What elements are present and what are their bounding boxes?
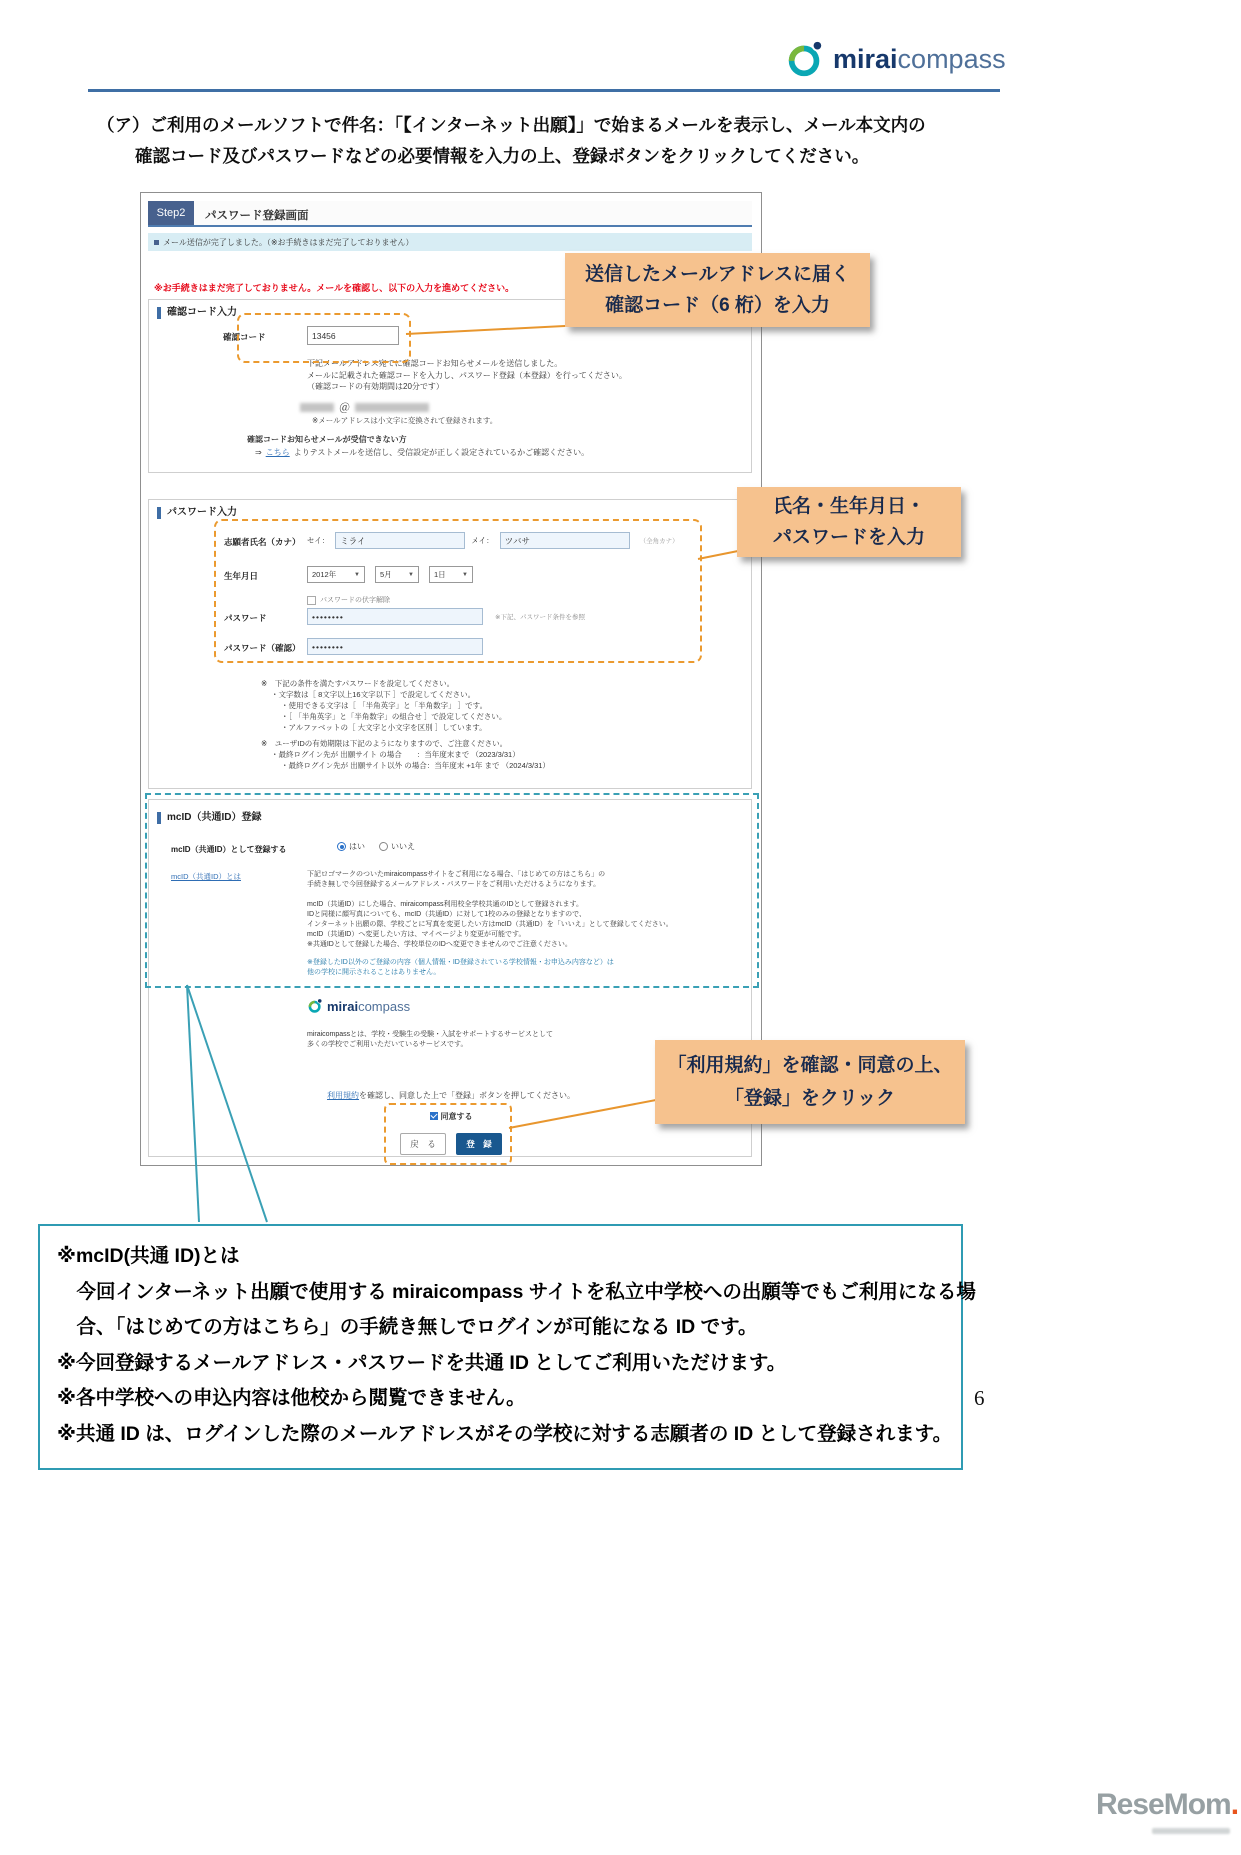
mei-input[interactable] bbox=[500, 532, 630, 549]
password-section-title: パスワード入力 bbox=[157, 507, 237, 519]
applicant-name-row bbox=[307, 532, 679, 549]
chevron-down-icon: ▼ bbox=[354, 571, 360, 578]
radio-no[interactable] bbox=[379, 841, 415, 852]
agree-checkbox[interactable] bbox=[430, 1112, 438, 1120]
text-line: 「利用規約」を確認・同意の上、 bbox=[667, 1055, 953, 1076]
info-bullet-icon bbox=[154, 240, 159, 245]
radio-no-label: いいえ bbox=[391, 842, 415, 851]
mcid-paragraph-2 bbox=[307, 900, 673, 950]
brand-name bbox=[833, 44, 1006, 75]
text-line: 「登録」をクリック bbox=[724, 1088, 896, 1109]
footer-logo-dot: . bbox=[1230, 1788, 1239, 1821]
text-line: 手続き無しで今回登録するメールアドレス・パスワードをご利用いただけるようになります。 bbox=[307, 881, 601, 888]
mcid-logo bbox=[307, 998, 410, 1014]
confirm-section-title: 確認コード入力 bbox=[157, 307, 237, 319]
brand-logo bbox=[784, 38, 1006, 80]
birth-year-select[interactable] bbox=[307, 566, 365, 583]
password-confirm-input[interactable] bbox=[307, 638, 483, 655]
mcid-section-title: mcID（共通ID）登録 bbox=[157, 812, 261, 824]
callout-password bbox=[737, 487, 961, 557]
info-bar bbox=[148, 233, 752, 251]
brand-compass: compass bbox=[897, 43, 1006, 74]
text-line: ※登録したID以外のご登録の内容（個人情報・ID登録されている学校情報・お申込み内容など）は bbox=[307, 959, 614, 966]
text-line: ※共通IDとして登録した場合、学校単位のIDへ変更できませんのでご注意ください。 bbox=[307, 941, 572, 948]
miraicompass-swirl-icon bbox=[784, 38, 826, 80]
kana-note: （全角カナ） bbox=[639, 538, 679, 545]
back-button[interactable]: 戻 る bbox=[400, 1133, 446, 1155]
submit-button[interactable]: 登 録 bbox=[456, 1133, 502, 1155]
birth-month-select[interactable] bbox=[375, 566, 419, 583]
email-at-symbol: ＠ bbox=[339, 402, 350, 414]
mcid-paragraph-3 bbox=[307, 958, 614, 978]
chevron-down-icon: ▼ bbox=[462, 571, 468, 578]
mcid-logo-text bbox=[327, 999, 410, 1014]
radio-selected-icon bbox=[337, 842, 346, 851]
mcid-about-link[interactable] bbox=[171, 871, 241, 882]
mcid-note-box bbox=[38, 1224, 976, 1470]
page-number: 6 bbox=[974, 1386, 985, 1410]
password-input[interactable] bbox=[307, 608, 483, 625]
text-line: miraicompassとは、学校・受験生の受験・入試をサポートするサービスとして bbox=[307, 1031, 553, 1038]
password-label: パスワード bbox=[224, 613, 267, 623]
mcid-about-link-text: mcID（共通ID）とは bbox=[171, 872, 241, 881]
text-line: ・最終ログイン先が 出願サイト以外 の場合：当年度末 +1年 まで （2024/3/31） bbox=[281, 761, 550, 770]
info-text: メール送信が完了しました。（※お手続きはまだ完了しておりません） bbox=[163, 237, 414, 247]
callout-agree bbox=[655, 1040, 965, 1124]
userid-expiry-title: ※ ユーザIDの有効期限は下記のようになりますので、ご注意ください。 bbox=[261, 739, 508, 748]
service-description bbox=[307, 1030, 553, 1050]
agree-instruction-rest: を確認し、同意した上で「登録」ボタンを押してください。 bbox=[359, 1091, 575, 1100]
form-buttons bbox=[149, 1133, 753, 1155]
unmask-checkbox[interactable] bbox=[307, 596, 316, 605]
confirm-code-input[interactable] bbox=[307, 326, 399, 345]
password-confirm-label: パスワード（確認） bbox=[224, 643, 301, 653]
redacted-email-domain bbox=[355, 403, 429, 412]
radio-yes-label: はい bbox=[349, 842, 365, 851]
text-line: ・使用できる文字は［ 「半角英字」と「半角数字」 ］です。 bbox=[281, 701, 488, 710]
birthdate-label: 生年月日 bbox=[224, 571, 259, 581]
text-line: （確認コードの有効期間は20分です） bbox=[307, 382, 444, 391]
redacted-email-local bbox=[300, 403, 334, 412]
text-line: 確認コード（6 桁）を入力 bbox=[605, 295, 830, 316]
callout-confirm-code bbox=[565, 253, 870, 327]
step-header bbox=[148, 201, 752, 227]
text-line: ※今回登録するメールアドレス・パスワードを共通 ID としてご利用いただけます。 bbox=[57, 1351, 787, 1374]
text-line: 今回インターネット出願で使用する miraicompass サイトを私立中学校への出願等でもご利用になる場 bbox=[57, 1280, 976, 1303]
chevron-down-icon: ▼ bbox=[408, 571, 414, 578]
birthdate-row bbox=[307, 566, 473, 583]
intro-paragraph bbox=[97, 110, 1127, 172]
brand-mirai: mirai bbox=[327, 998, 359, 1014]
birth-day-select[interactable] bbox=[429, 566, 473, 583]
mcid-radio-group bbox=[337, 841, 415, 852]
email-row bbox=[300, 399, 429, 415]
email-note: ※メールアドレスは小文字に変換されて登録されます。 bbox=[312, 416, 498, 425]
userid-expiry bbox=[261, 738, 550, 771]
mei-label: メイ： bbox=[471, 536, 494, 545]
text-line: パスワードを入力 bbox=[772, 527, 925, 548]
radio-yes[interactable] bbox=[337, 841, 365, 852]
text-line: インターネット出願の際、学校ごとに写真を変更したい方はmcID（共通ID）を「いいえ」として登録してください。 bbox=[307, 921, 673, 928]
password-note: ※下記、パスワード条件を参照 bbox=[495, 614, 585, 621]
footer-logo bbox=[1096, 1788, 1238, 1822]
text-line: 多くの学校でご利用いただいているサービスです。 bbox=[307, 1041, 468, 1048]
kochira-link[interactable]: こちら bbox=[265, 448, 290, 457]
footer-logo-subtext bbox=[1152, 1828, 1230, 1834]
step-title: パスワード登録画面 bbox=[205, 210, 309, 222]
password-rules-lines bbox=[261, 689, 506, 733]
text-line: 合、「はじめての方はこちら」の手続き無しでログインが可能になる ID です。 bbox=[57, 1316, 758, 1338]
text-line: メールに記載された確認コードを入力し、パスワード登録（本登録）を行ってください。 bbox=[307, 370, 627, 380]
text-line: 下記ロゴマークのついたmiraicompassサイトをご利用になる場合、「はじめての方はこちら」の bbox=[307, 871, 606, 878]
embedded-screenshot bbox=[140, 192, 762, 1166]
applicant-name-label: 志願者氏名（カナ） bbox=[224, 537, 301, 547]
birth-year-value: 2012年 bbox=[312, 570, 337, 579]
text-line: ・文字数は［ 8文字以上16文字以下 ］で設定してください。 bbox=[271, 690, 476, 699]
mcid-register-label: mcID（共通ID）として登録する bbox=[171, 845, 287, 854]
text-line: 送信したメールアドレスに届く bbox=[584, 264, 851, 285]
agree-checkbox-label: 同意する bbox=[440, 1112, 473, 1121]
password-section bbox=[148, 499, 752, 789]
text-line: 氏名・生年月日・ bbox=[772, 496, 925, 517]
sei-input[interactable] bbox=[335, 532, 465, 549]
birth-month-value: 5月 bbox=[380, 570, 392, 579]
header-rule bbox=[88, 89, 1000, 92]
text-line: ・最終ログイン先が 出願サイト の場合 ：当年度末まで （2023/3/31） bbox=[271, 750, 520, 759]
intro-line-2: 確認コード及びパスワードなどの必要情報を入力の上、登録ボタンをクリックしてください。 bbox=[135, 146, 870, 166]
warning-text: ※お手続きはまだ完了しておりません。メールを確認し、以下の入力を進めてください。 bbox=[154, 283, 515, 293]
text-line: ※各中学校への申込内容は他校から閲覧できません。 bbox=[57, 1387, 526, 1409]
text-line: 下記メールアドレス宛てに確認コードお知らせメールを送信しました。 bbox=[307, 359, 563, 368]
confirm-code-label: 確認コード bbox=[223, 332, 266, 342]
text-line: 他の学校に開示されることはありません。 bbox=[307, 969, 441, 976]
password-rules bbox=[261, 678, 506, 733]
arrow-icon: ⇒ bbox=[255, 448, 262, 457]
text-line: mcID（共通ID）へ変更したい方は、マイページより変更が可能です。 bbox=[307, 931, 526, 938]
intro-line-1: （ア）ご利用のメールソフトで件名：「【インターネット出願】」で始まるメールを表示し、メール本文内の bbox=[97, 115, 926, 135]
mcid-paragraph-1 bbox=[307, 870, 605, 890]
unmask-row bbox=[307, 595, 390, 605]
text-line: mcID（共通ID）にした場合、miraicompass利用校全学校共通のIDとして登録されます。 bbox=[307, 901, 583, 908]
password-rules-title: ※ 下記の条件を満たすパスワードを設定してください。 bbox=[261, 679, 455, 688]
step-badge: Step2 bbox=[148, 201, 194, 225]
miraicompass-swirl-icon bbox=[307, 998, 323, 1014]
terms-link[interactable]: 利用規約 bbox=[327, 1091, 359, 1100]
radio-unselected-icon bbox=[379, 842, 388, 851]
footer-logo-name: ReseMom bbox=[1096, 1788, 1231, 1821]
trouble-rest: よりテストメールを送信し、受信設定が正しく設定されているかご確認ください。 bbox=[293, 448, 590, 457]
text-line: ※mcID(共通 ID)とは bbox=[57, 1245, 240, 1267]
confirm-description bbox=[307, 358, 627, 393]
brand-mirai: mirai bbox=[833, 43, 898, 74]
text-line: ・アルファベットの［ 大文字と小文字を区別 ］しています。 bbox=[281, 723, 487, 732]
text-line: IDと同様に顔写真についても、mcID（共通ID）に対して1校のみの登録となりますので、 bbox=[307, 911, 586, 918]
userid-expiry-lines bbox=[261, 749, 550, 771]
trouble-title: 確認コードお知らせメールが受信できない方 bbox=[247, 435, 407, 444]
brand-compass: compass bbox=[358, 998, 411, 1014]
trouble-line bbox=[255, 447, 589, 459]
text-line: ・［ 「半角英字」と「半角数字」の組合せ ］で設定してください。 bbox=[281, 712, 507, 721]
unmask-label: パスワードの伏字解除 bbox=[320, 597, 390, 604]
text-line: ※共通 ID は、ログインした際のメールアドレスがその学校に対する志願者の ID として登録されます。 bbox=[57, 1422, 953, 1445]
sei-label: セイ： bbox=[307, 536, 330, 545]
birth-day-value: 1日 bbox=[434, 570, 446, 579]
